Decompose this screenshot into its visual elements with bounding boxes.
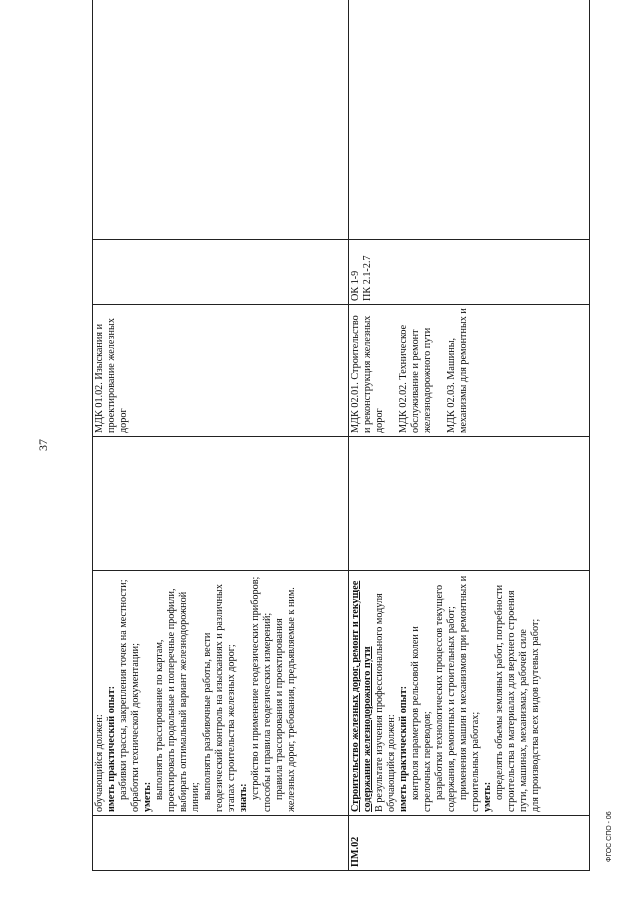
- description-heading: уметь:: [481, 781, 493, 812]
- module-title: Строительство железных дорог, ремонт и текущее содержание железнодорожного пути: [349, 580, 373, 812]
- description-line: обработки технической документации;: [130, 643, 141, 812]
- description-line: выполнять разбивочные работы, вести геодезический контроль на изысканиях и различных этапах строительства железных дорог;: [202, 584, 237, 812]
- competency-item: ОК 1-9: [349, 270, 361, 301]
- mdk-cell: [93, 305, 349, 437]
- page-number: 37: [36, 439, 50, 451]
- curriculum-table-grid: [92, 0, 590, 871]
- description-line: В результате изучения профессионального модуля обучающийся должен:: [373, 593, 397, 812]
- mdk-cell: [348, 305, 589, 437]
- mdk-item: МДК 01.02. Изыскания и проектирование железных дорог: [94, 318, 129, 433]
- module-description-cell: [93, 571, 349, 816]
- description-line: применения машин и механизмов при ремонтных и строительных работах;: [457, 575, 481, 812]
- mdk-item: МДК 02.01. Строительство и реконструкция железных дорог: [349, 315, 385, 433]
- module-code-cell: ПМ.02: [348, 816, 589, 871]
- competency-item: ПК 2.1-2.7: [361, 255, 373, 301]
- module-code-cell: [93, 816, 349, 871]
- description-heading: иметь практический опыт:: [106, 685, 117, 812]
- description-line: разработки технологических процессов текущего содержания, ремонтных и строительных работ;: [433, 584, 457, 812]
- description-heading: иметь практический опыт:: [397, 685, 409, 812]
- competencies-cell: [348, 240, 589, 305]
- description-heading: уметь:: [142, 781, 153, 812]
- curriculum-table: [92, 42, 590, 871]
- description-line: правила трассирования и проектирования железных дорог, требования, предъявляемые к ним.: [274, 587, 297, 812]
- hours-cell: [93, 437, 349, 571]
- description-line: разбивки трассы, закрепления точек на местности;: [118, 579, 129, 800]
- description-line: способы и правила геодезических измерений;: [262, 612, 273, 812]
- description-line: обучающийся должен:: [94, 714, 105, 812]
- description-line: для производства всех видов путевых работ;: [529, 618, 541, 812]
- description-heading: знать:: [238, 783, 249, 812]
- empty-cell: [93, 0, 349, 240]
- table-row: [348, 0, 589, 871]
- hours-cell: [348, 437, 589, 571]
- competencies-cell: [93, 240, 349, 305]
- mdk-item: МДК 02.03. Машины, механизмы для ремонтных и: [445, 308, 469, 433]
- footer-code: ФГОС СПО - 06: [606, 811, 613, 862]
- mdk-item: МДК 02.02. Техническое обслуживание и ремонт железнодорожного пути: [397, 324, 433, 433]
- description-line: устройство и применение геодезических приборов;: [250, 576, 261, 800]
- table-row: [93, 0, 349, 871]
- module-description-cell: [348, 571, 589, 816]
- description-line: определять объемы земляных работ, потребности строительства в материалах для верхнего строения пути, машинах, механизмах, рабочей силе: [493, 584, 529, 812]
- empty-cell: [348, 0, 589, 240]
- description-line: контроля параметров рельсовой колеи и стрелочных переводов;: [409, 626, 433, 812]
- description-line: выполнять трассирование по картам, проектировать продольные и поперечные профили, выбирать оптимальный вариант железнодорожной линии;: [154, 588, 201, 812]
